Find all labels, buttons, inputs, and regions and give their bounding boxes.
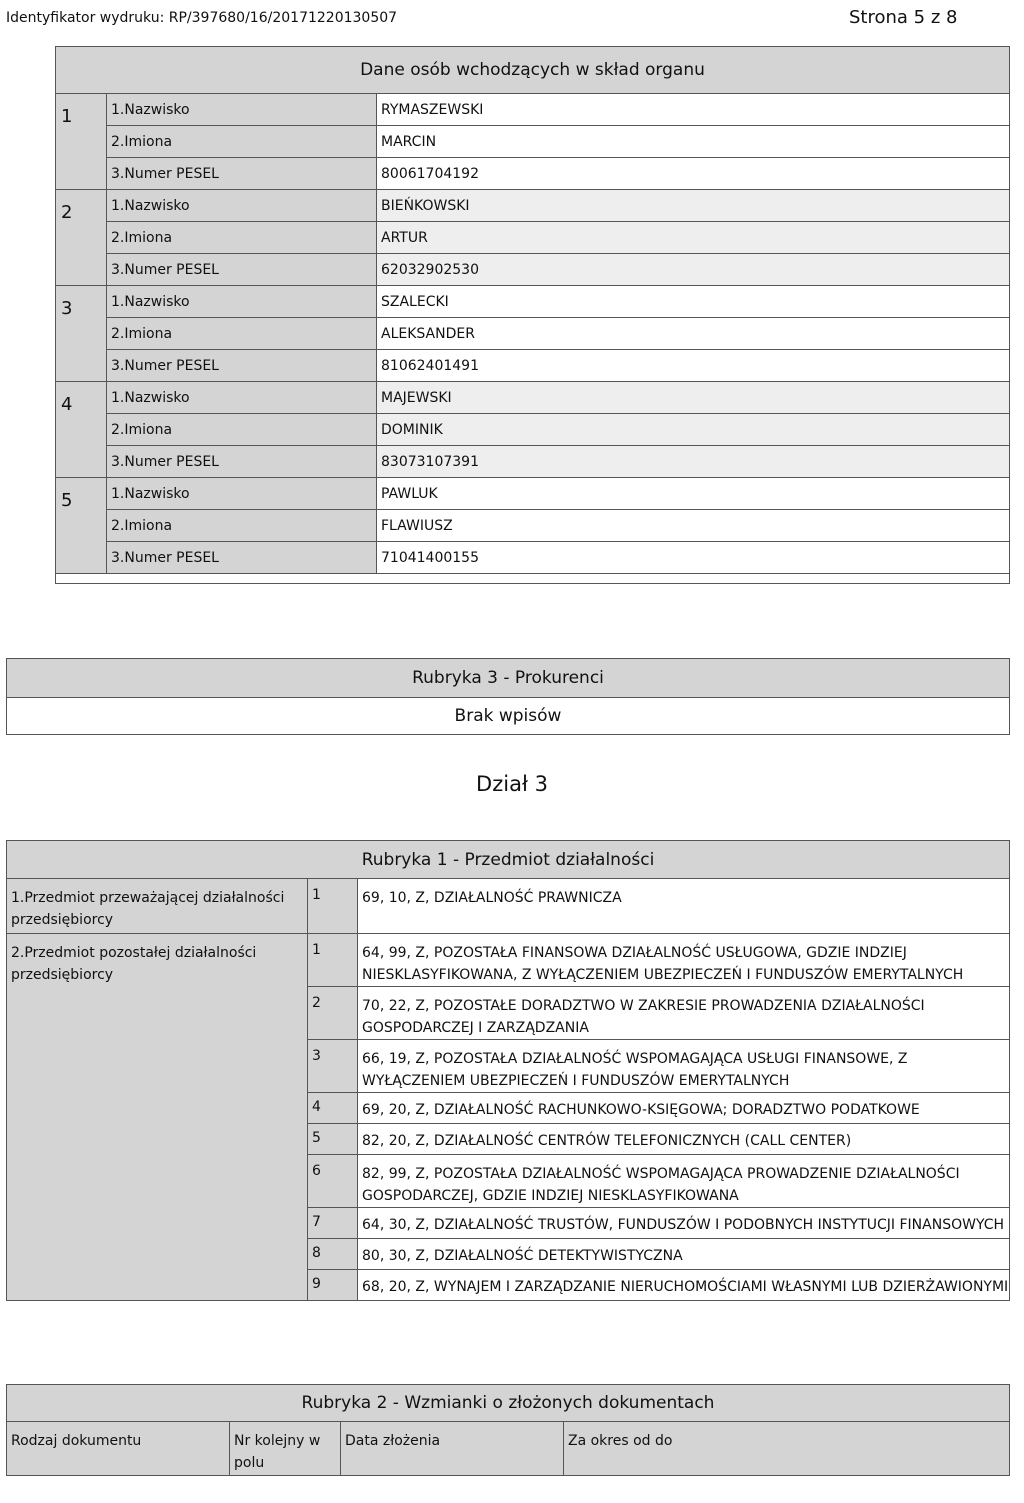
person-names: ARTUR xyxy=(377,222,1010,254)
field-label-pesel: 3.Numer PESEL xyxy=(107,158,377,190)
person-names: DOMINIK xyxy=(377,414,1010,446)
section-heading: Dział 3 xyxy=(476,772,548,796)
person-names: MARCIN xyxy=(377,126,1010,158)
activity-value: 82, 20, Z, DZIAŁALNOŚĆ CENTRÓW TELEFONICZNYCH (CALL CENTER) xyxy=(358,1124,1010,1155)
person-pesel: 81062401491 xyxy=(377,350,1010,382)
activity-value: 70, 22, Z, POZOSTAŁE DORADZTWO W ZAKRESIE PROWADZENIA DZIAŁALNOŚCI GOSPODARCZEJ I ZARZĄDZANIA xyxy=(358,987,1010,1040)
activity-number: 1 xyxy=(308,934,358,987)
person-names: ALEKSANDER xyxy=(377,318,1010,350)
rubryka3-table xyxy=(6,658,1010,735)
activity-number: 4 xyxy=(308,1093,358,1124)
rubryka2-title: Rubryka 2 - Wzmianki o złożonych dokumentach xyxy=(7,1385,1010,1422)
activity-value: 64, 30, Z, DZIAŁALNOŚĆ TRUSTÓW, FUNDUSZÓW I PODOBNYCH INSTYTUCJI FINANSOWYCH xyxy=(358,1208,1010,1239)
field-label-pesel: 3.Numer PESEL xyxy=(107,542,377,574)
person-pesel: 80061704192 xyxy=(377,158,1010,190)
field-label-surname: 1.Nazwisko xyxy=(107,94,377,126)
activity-number: 6 xyxy=(308,1155,358,1208)
person-number: 2 xyxy=(56,190,107,286)
rubryka1-title: Rubryka 1 - Przedmiot działalności xyxy=(7,841,1010,879)
field-label-surname: 1.Nazwisko xyxy=(107,382,377,414)
column-header-document-type: Rodzaj dokumentu xyxy=(7,1422,230,1476)
activity-number: 1 xyxy=(308,879,358,934)
field-label-surname: 1.Nazwisko xyxy=(107,478,377,510)
table-footer-spacer xyxy=(56,574,1010,584)
activity-value: 80, 30, Z, DZIAŁALNOŚĆ DETEKTYWISTYCZNA xyxy=(358,1239,1010,1270)
field-label-names: 2.Imiona xyxy=(107,414,377,446)
person-surname: BIEŃKOWSKI xyxy=(377,190,1010,222)
field-label-names: 2.Imiona xyxy=(107,318,377,350)
field-label-names: 2.Imiona xyxy=(107,510,377,542)
activity-number: 9 xyxy=(308,1270,358,1301)
activity-number: 7 xyxy=(308,1208,358,1239)
rubryka1-table xyxy=(6,840,1010,1301)
field-label-surname: 1.Nazwisko xyxy=(107,190,377,222)
person-surname: PAWLUK xyxy=(377,478,1010,510)
activity-value: 82, 99, Z, POZOSTAŁA DZIAŁALNOŚĆ WSPOMAGAJĄCA PROWADZENIE DZIAŁALNOŚCI GOSPODARCZEJ, GDZIE INDZIEJ NIESKLASYFIKOWANA xyxy=(358,1155,1010,1208)
person-number: 5 xyxy=(56,478,107,574)
rubryka2-table xyxy=(6,1384,1010,1476)
field-label-names: 2.Imiona xyxy=(107,126,377,158)
person-names: FLAWIUSZ xyxy=(377,510,1010,542)
column-header-filing-date: Data złożenia xyxy=(341,1422,564,1476)
page-indicator: Strona 5 z 8 xyxy=(849,7,958,28)
field-label-pesel: 3.Numer PESEL xyxy=(107,254,377,286)
rubryka3-title: Rubryka 3 - Prokurenci xyxy=(7,659,1010,698)
rubryka3-empty-note: Brak wpisów xyxy=(7,698,1010,735)
person-number: 3 xyxy=(56,286,107,382)
persons-table-title: Dane osób wchodzących w skład organu xyxy=(56,47,1010,94)
activity-value: 69, 20, Z, DZIAŁALNOŚĆ RACHUNKOWO-KSIĘGOWA; DORADZTWO PODATKOWE xyxy=(358,1093,1010,1124)
person-number: 1 xyxy=(56,94,107,190)
person-pesel: 62032902530 xyxy=(377,254,1010,286)
person-pesel: 83073107391 xyxy=(377,446,1010,478)
field-label-pesel: 3.Numer PESEL xyxy=(107,446,377,478)
activity-number: 2 xyxy=(308,987,358,1040)
person-surname: MAJEWSKI xyxy=(377,382,1010,414)
field-label-surname: 1.Nazwisko xyxy=(107,286,377,318)
person-surname: SZALECKI xyxy=(377,286,1010,318)
activity-number: 8 xyxy=(308,1239,358,1270)
print-identifier: Identyfikator wydruku: RP/397680/16/20171220130507 xyxy=(6,10,398,26)
activity-value: 68, 20, Z, WYNAJEM I ZARZĄDZANIE NIERUCHOMOŚCIAMI WŁASNYMI LUB DZIERŻAWIONYMI xyxy=(358,1270,1010,1301)
field-label-pesel: 3.Numer PESEL xyxy=(107,350,377,382)
field-label-names: 2.Imiona xyxy=(107,222,377,254)
column-header-period: Za okres od do xyxy=(564,1422,1010,1476)
activity-number: 3 xyxy=(308,1040,358,1093)
person-pesel: 71041400155 xyxy=(377,542,1010,574)
main-activity-value: 69, 10, Z, DZIAŁALNOŚĆ PRAWNICZA xyxy=(358,879,1010,934)
activity-value: 64, 99, Z, POZOSTAŁA FINANSOWA DZIAŁALNOŚĆ USŁUGOWA, GDZIE INDZIEJ NIESKLASYFIKOWANA, Z WYŁĄCZENIEM UBEZPIECZEŃ I FUNDUSZÓW EMERYTALNYCH xyxy=(358,934,1010,987)
other-activity-label: 2.Przedmiot pozostałej działalności przedsiębiorcy xyxy=(7,934,308,1301)
column-header-sequence-number: Nr kolejny w polu xyxy=(230,1422,341,1476)
activity-value: 66, 19, Z, POZOSTAŁA DZIAŁALNOŚĆ WSPOMAGAJĄCA USŁUGI FINANSOWE, Z WYŁĄCZENIEM UBEZPIECZEŃ I FUNDUSZÓW EMERYTALNYCH xyxy=(358,1040,1010,1093)
activity-number: 5 xyxy=(308,1124,358,1155)
person-number: 4 xyxy=(56,382,107,478)
main-activity-label: 1.Przedmiot przeważającej działalności przedsiębiorcy xyxy=(7,879,308,934)
person-surname: RYMASZEWSKI xyxy=(377,94,1010,126)
persons-table xyxy=(55,46,1010,584)
